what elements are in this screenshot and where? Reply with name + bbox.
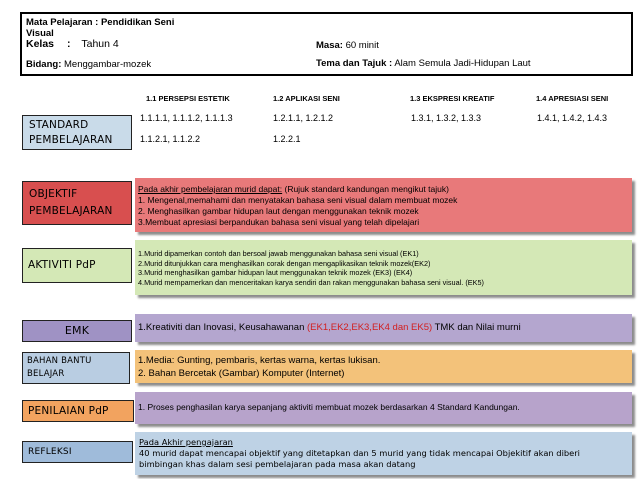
objektif-intro-rest: (Rujuk standard kandungan mengikut tajuk) (282, 184, 449, 194)
class-separator: : (66, 38, 71, 50)
bahan-item-2: 2. Bahan Bercetak (Gambar) Komputer (Internet) (138, 368, 345, 379)
lesson-header (20, 12, 633, 76)
subject-label: Mata Pelajaran : Pendidikan Seni (26, 17, 175, 28)
field-row (26, 59, 151, 70)
standard-label-line2: PEMBELAJARAN (29, 134, 113, 146)
field-label: Bidang: (26, 59, 62, 70)
time-value: 60 minit (345, 40, 379, 51)
bahan-label (22, 352, 130, 384)
std-heading-3: 1.3 EKSPRESI KREATIF (410, 94, 495, 103)
aktiviti-label: AKTIVITI PdP (22, 248, 132, 283)
objektif-item-1: 1. Mengenal,memahami dan menyatakan bahasa seni visual dalam membuat mozek (138, 195, 458, 205)
objektif-label-line2: PEMBELAJARAN (29, 205, 113, 217)
std-heading-1: 1.1 PERSEPSI ESTETIK (146, 94, 230, 103)
aktiviti-item-1: 1.Murid dipamerkan contoh dan bersoal jawab menggunakan bahasa seni visual (EK1) (138, 249, 419, 258)
emk-band (135, 314, 632, 342)
std-codes-1a: 1.1.1.1, 1.1.1.2, 1.1.1.3 (140, 113, 233, 123)
emk-text-red: (EK1,EK2,EK3,EK4 dan EK5) (307, 322, 433, 333)
refleksi-label: REFLEKSI (22, 441, 133, 463)
penilaian-label: PENILAIAN PdP (22, 400, 134, 422)
aktiviti-item-2: 2.Murid ditunjukkan cara menghasilkan corak dengan mengaplikasikan teknik mozek(EK2) (138, 258, 431, 268)
std-codes-3a: 1.3.1, 1.3.2, 1.3.3 (411, 113, 482, 123)
standard-label (22, 115, 132, 150)
class-label: Kelas (26, 38, 55, 50)
objektif-intro (138, 184, 449, 194)
field-value: Menggambar-mozek (64, 59, 152, 70)
theme-label: Tema dan Tajuk : (316, 58, 393, 69)
penilaian-band (135, 392, 632, 424)
refleksi-band (135, 432, 632, 475)
aktiviti-item-4: 4.Murid mempamerkan dan menceritakan karya sendiri dan rakan menggunakan bahasa seni visual. (EK5) (138, 277, 484, 287)
objektif-band (135, 178, 632, 232)
std-heading-4: 1.4 APRESIASI SENI (536, 94, 609, 103)
std-codes-2b: 1.2.2.1 (273, 134, 301, 144)
time-label: Masa: (316, 40, 343, 51)
bahan-item-1: 1.Media: Gunting, pembaris, kertas warna, kertas lukisan. (138, 355, 381, 366)
objektif-intro-underlined: Pada akhir pembelajaran murid dapat: (138, 184, 283, 194)
refleksi-line-1: 40 murid dapat mencapai objektif yang ditetapkan dan 5 murid yang tidak mencapai Objekitif akan diberi (139, 448, 580, 458)
objektif-item-2: 2. Menghasilkan gambar hidupan laut dengan menggunakan teknik mozek (138, 206, 419, 216)
emk-text-b: TMK dan Nilai murni (432, 322, 521, 333)
objektif-label-line1: OBJEKTIF (29, 188, 78, 200)
emk-label: EMK (22, 320, 132, 342)
std-heading-2: 1.2 APLIKASI SENI (273, 94, 340, 103)
subject-label-cont: Visual (26, 28, 54, 39)
bahan-label-line1: BAHAN BANTU (27, 356, 92, 366)
class-value: Tahun 4 (81, 38, 119, 50)
theme-row (316, 58, 531, 69)
emk-text-a: 1.Kreativiti dan Inovasi, Keusahawanan (138, 322, 307, 333)
penilaian-text: 1. Proses penghasilan karya sepanjang aktiviti membuat mozek berdasarkan 4 Standard Kandungan. (138, 402, 520, 412)
class-row (26, 39, 119, 50)
emk-text (138, 322, 521, 334)
refleksi-title: Pada Akhir pengajaran (139, 437, 233, 447)
refleksi-line-2: bimbingan khas dalam sesi pembelajaran pada masa akan datang (139, 459, 416, 469)
std-codes-1b: 1.1.2.1, 1.1.2.2 (140, 134, 201, 144)
theme-value: Alam Semula Jadi-Hidupan Laut (394, 58, 531, 69)
std-codes-4a: 1.4.1, 1.4.2, 1.4.3 (537, 113, 608, 123)
bahan-label-line2: BELAJAR (27, 369, 65, 379)
std-codes-2a: 1.2.1.1, 1.2.1.2 (273, 113, 334, 123)
time-row (316, 40, 379, 51)
aktiviti-item-3: 3.Murid menghasilkan gambar hidupan laut menggunakan teknik mozek (EK3) (EK4) (138, 268, 413, 277)
bahan-band (135, 350, 632, 383)
aktiviti-band (135, 240, 632, 295)
standard-label-line1: STANDARD (29, 119, 89, 131)
objektif-label (22, 181, 132, 225)
objektif-item-3: 3.Membuat apresiasi berpandukan bahasa seni visual yang telah dipelajari (138, 217, 420, 227)
